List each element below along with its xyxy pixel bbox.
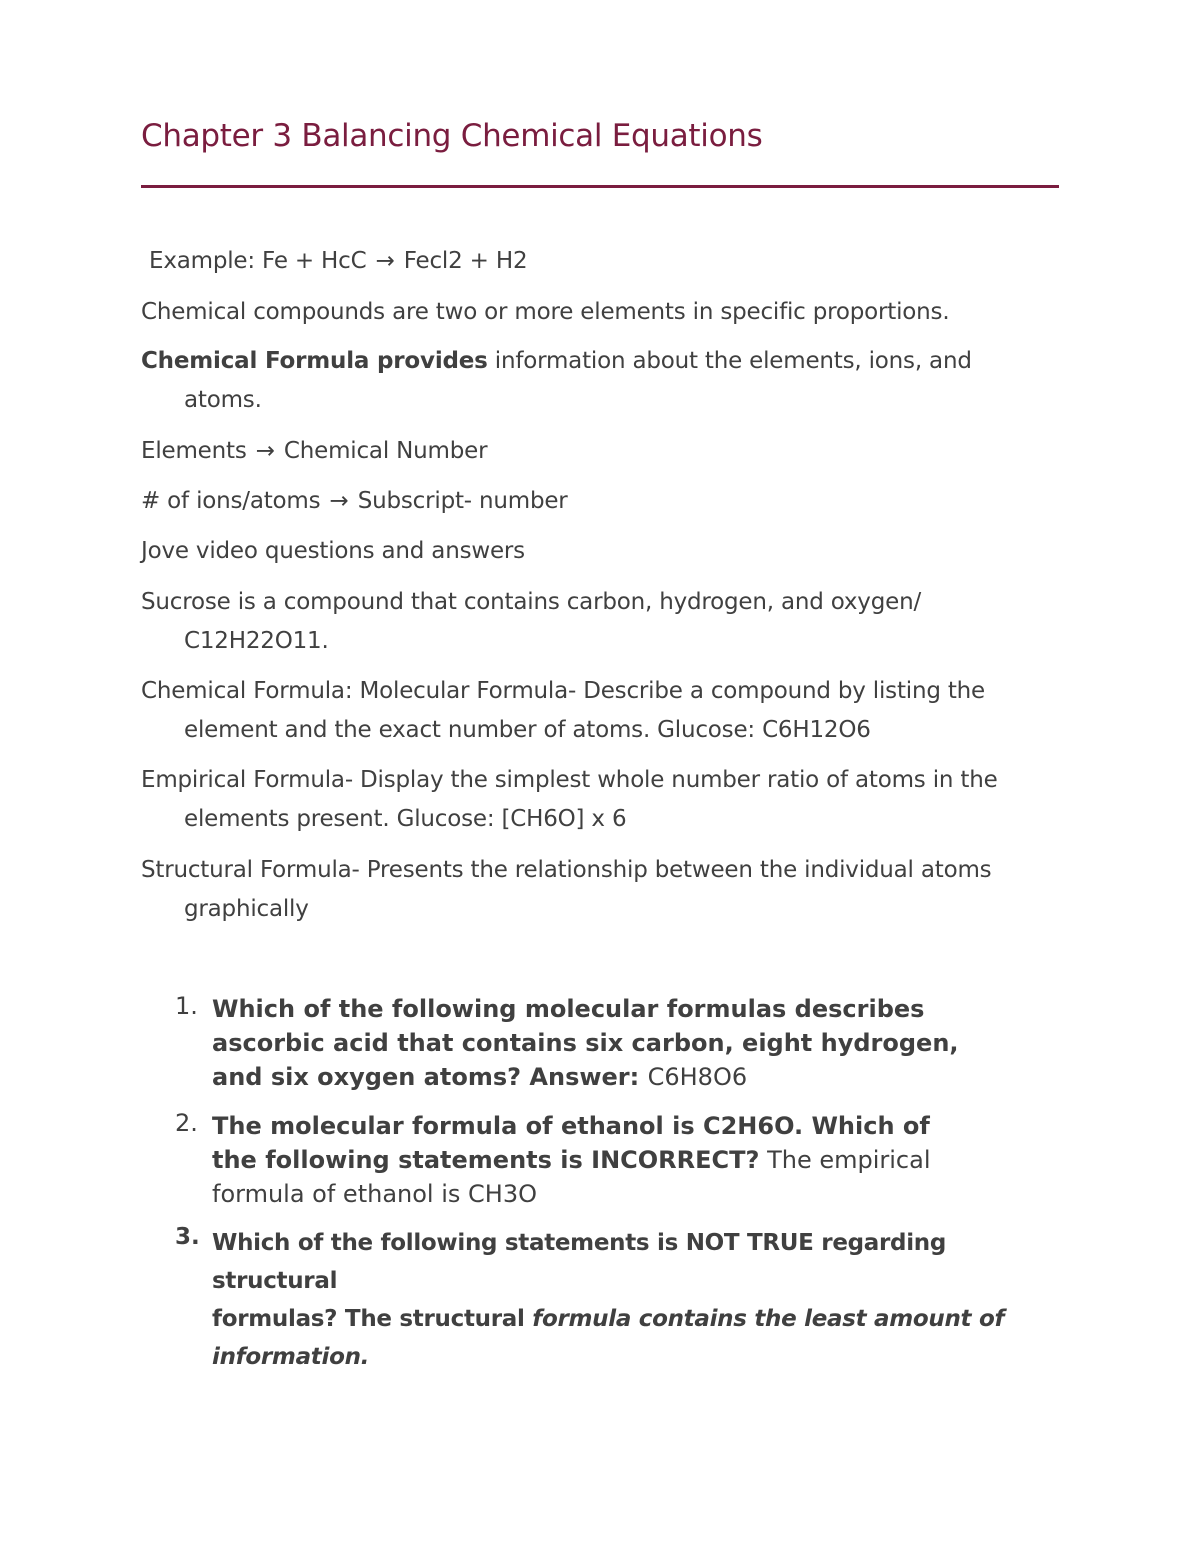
ions-left: # of ions/atoms	[141, 488, 328, 514]
example-line	[141, 242, 1061, 281]
question-body	[212, 1109, 1061, 1211]
example-prefix: Example: Fe + HcC	[149, 248, 374, 274]
empirical-line1: Empirical Formula- Display the simplest whole number ratio of atoms in the	[141, 767, 998, 793]
empirical-paragraph	[141, 761, 1061, 839]
elements-right: Chemical Number	[276, 438, 488, 464]
list-number: 3.	[175, 1224, 200, 1250]
question-body	[212, 992, 1061, 1094]
jove-line: Jove video questions and answers	[141, 538, 525, 564]
question-bold: and six oxygen atoms? Answer:	[212, 1063, 648, 1091]
question-line	[212, 1300, 1061, 1338]
molecular-line2: element and the exact number of atoms. Glucose: C6H12O6	[184, 717, 871, 743]
question-line: information.	[212, 1344, 370, 1370]
formula-info-rest: information about the elements, ions, and	[487, 348, 972, 374]
compounds-paragraph: Chemical compounds are two or more elements in specific proportions.	[141, 299, 950, 325]
question-line	[212, 1143, 1061, 1177]
sucrose-line1: Sucrose is a compound that contains carbon, hydrogen, and oxygen/	[141, 589, 921, 615]
ions-line	[141, 482, 1061, 521]
question-line: Which of the following statements is NOT TRUE regarding structural	[212, 1230, 947, 1294]
question-line: formula of ethanol is CH3O	[212, 1180, 537, 1208]
arrow-right-icon: →	[329, 488, 349, 514]
page-title: Chapter 3 Balancing Chemical Equations	[141, 118, 763, 154]
question-bold: formulas? The structural	[212, 1306, 533, 1332]
molecular-line1: Chemical Formula: Molecular Formula- Describe a compound by listing the	[141, 678, 986, 704]
question-italic: formula contains the least amount of	[532, 1306, 1005, 1332]
formula-info-paragraph	[141, 342, 1061, 420]
arrow-right-icon: →	[375, 248, 395, 274]
question-answer: C6H8O6	[647, 1063, 748, 1091]
arrow-right-icon: →	[255, 438, 275, 464]
list-number: 1.	[175, 992, 198, 1020]
title-divider	[141, 185, 1059, 188]
formula-info-continuation: atoms.	[184, 387, 262, 413]
question-bold: the following statements is INCORRECT?	[212, 1146, 760, 1174]
structural-line2: graphically	[184, 896, 309, 922]
molecular-paragraph	[141, 672, 1061, 750]
formula-info-bold: Chemical Formula provides	[141, 348, 488, 374]
sucrose-line2: C12H22O11.	[184, 628, 329, 654]
list-number: 2.	[175, 1109, 198, 1137]
empirical-line2: elements present. Glucose: [CH6O] x 6	[184, 806, 627, 832]
structural-paragraph	[141, 851, 1061, 929]
elements-left: Elements	[141, 438, 254, 464]
question-line: Which of the following molecular formulas describes	[212, 995, 925, 1023]
ions-right: Subscript- number	[350, 488, 568, 514]
elements-line	[141, 432, 1061, 471]
question-line: The molecular formula of ethanol is C2H6O. Which of	[212, 1112, 930, 1140]
sucrose-paragraph	[141, 583, 1061, 661]
structural-line1: Structural Formula- Presents the relationship between the individual atoms	[141, 857, 992, 883]
question-line: ascorbic acid that contains six carbon, eight hydrogen,	[212, 1029, 959, 1057]
question-line	[212, 1060, 1061, 1094]
question-body	[212, 1224, 1061, 1376]
example-suffix: Fecl2 + H2	[396, 248, 528, 274]
question-answer: The empirical	[759, 1146, 931, 1174]
